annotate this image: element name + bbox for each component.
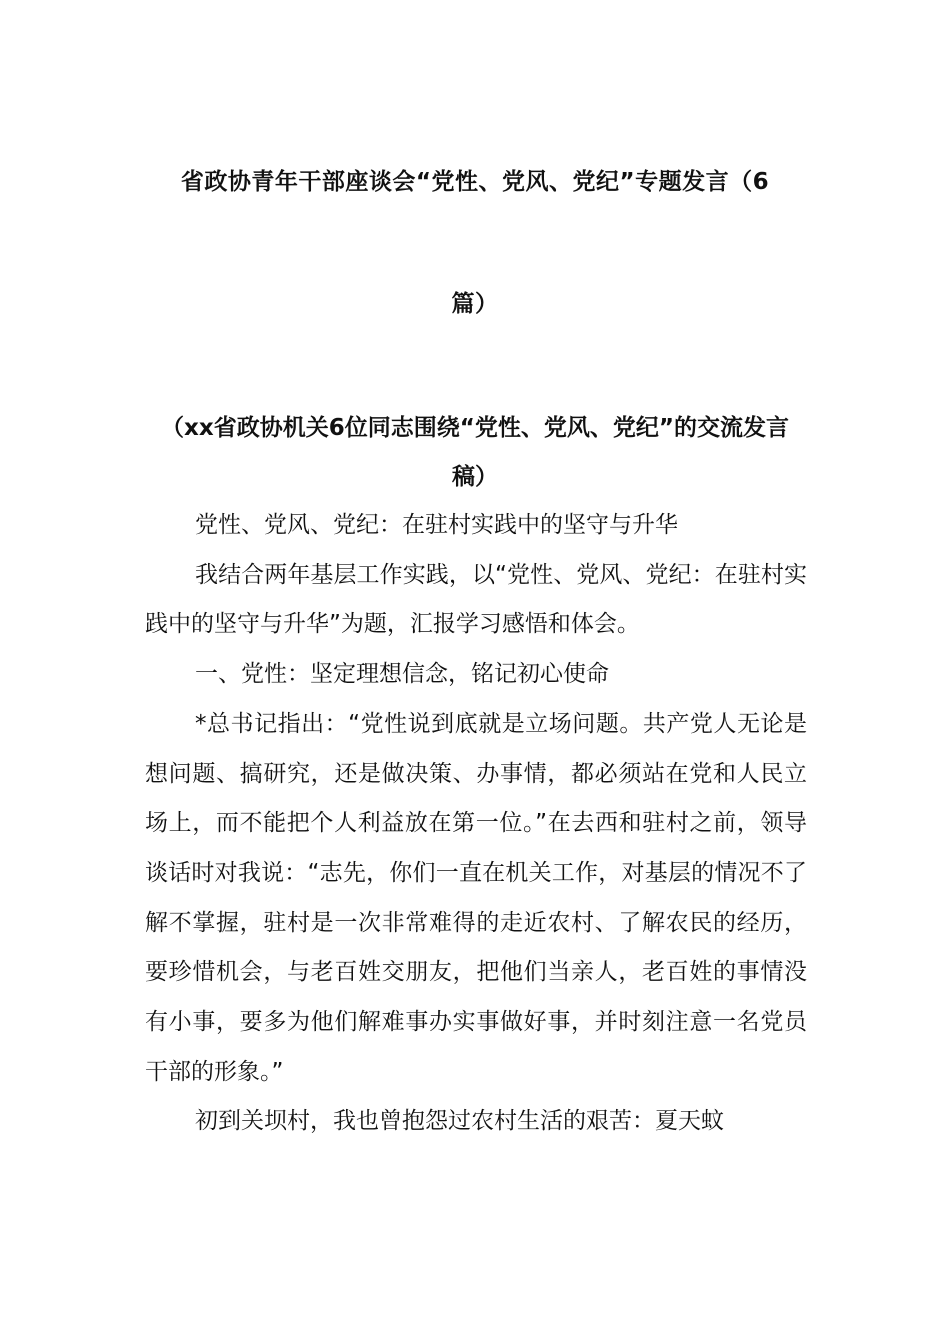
section-heading-main: 党性、党风、党纪：在驻村实践中的坚守与升华 bbox=[195, 512, 678, 538]
section-heading-1: 一、党性：坚定理想信念，铭记初心使命 bbox=[195, 661, 609, 688]
paragraph-intro: 我结合两年基层工作实践，以“党性、党风、党纪：在驻村实践中的坚守与升华”为题，汇报学习感悟和体会。 bbox=[145, 561, 807, 638]
document-title-line-2: 篇） bbox=[451, 291, 499, 317]
document-title-line-1: 省政协青年干部座谈会“党性、党风、党纪”专题发言（6 bbox=[180, 169, 770, 195]
paragraph-continued: 初到关坝村，我也曾抱怨过农村生活的艰苦：夏天蚊 bbox=[195, 1108, 724, 1135]
document-subtitle: （xx省政协机关6位同志围绕“党性、党风、党纪”的交流发言稿） bbox=[161, 415, 789, 490]
document-body bbox=[145, 501, 807, 1147]
paragraph-quote: *总书记指出：“党性说到底就是立场问题。共产党人无论是想问题、搞研究，还是做决策、办事情，都必须站在党和人民立场上，而不能把个人利益放在第一位。”在去西和驻村之前，领导谈话时对我说：“志先，你们一直在机关工作，对基层的情况不了解不掌握，驻村是一次非常难得的走近农村、了解农民的经历，要珍惜机会，与老百姓交朋友，把他们当亲人，老百姓的事情没有小事，要多为他们解难事办实事做好事，并时刻注意一名党员干部的形象。” bbox=[145, 710, 807, 1085]
